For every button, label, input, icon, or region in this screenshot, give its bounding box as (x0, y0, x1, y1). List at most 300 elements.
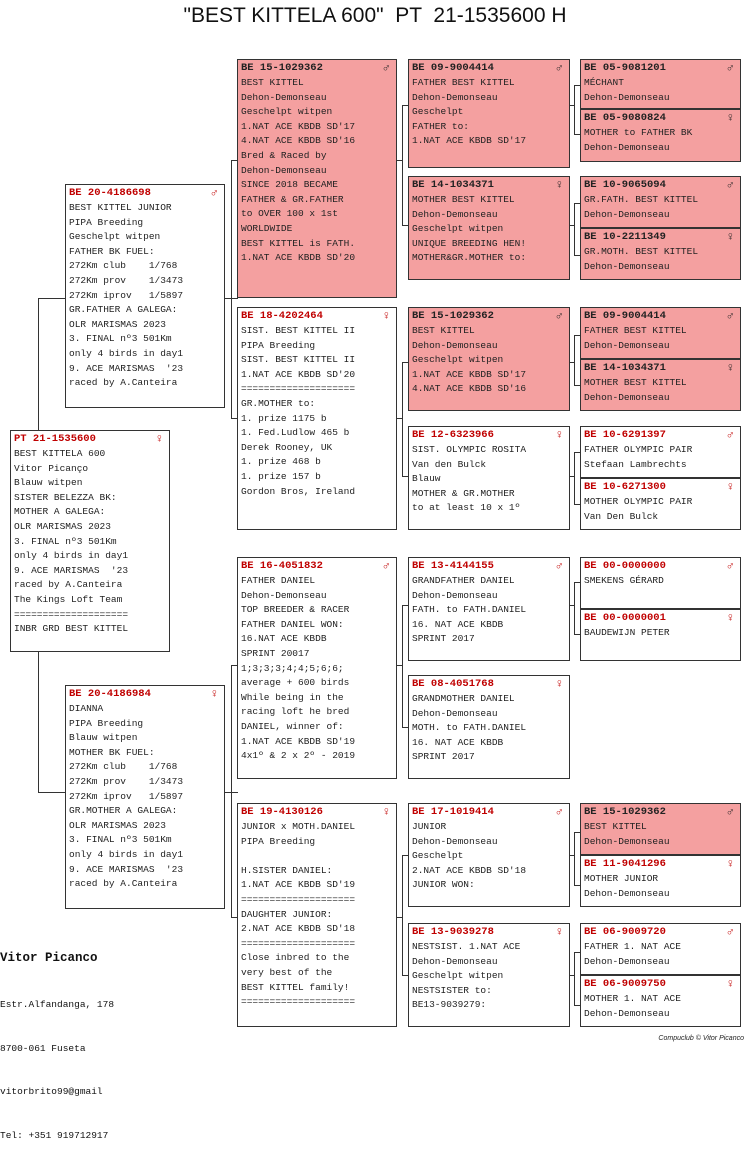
ring-header (238, 558, 396, 573)
male-icon: ♂ (382, 559, 390, 573)
detail-line: Dehon-Demonseau (412, 339, 498, 351)
ring-number: BE 13-4144155 (412, 560, 494, 572)
detail-line: FATH. to FATH.DANIEL (412, 604, 527, 616)
connector-line (402, 605, 403, 727)
ring-header (581, 110, 740, 125)
dam-dam-card (237, 803, 397, 1027)
male-icon: ♂ (555, 805, 563, 819)
detail-line: Geschelpt (412, 106, 464, 118)
connector-line (231, 665, 232, 917)
detail-line: ==================== (241, 383, 356, 395)
detail-line: racing loft he bred (241, 706, 350, 718)
detail-line: Geschelpt witpen (412, 354, 504, 366)
ggp-card (580, 803, 741, 855)
detail-line: Dehon-Demonseau (584, 835, 670, 847)
detail-line: JUNIOR WON: (412, 879, 475, 891)
ring-header (581, 427, 740, 442)
bird-details (409, 691, 569, 765)
bird-details (581, 991, 740, 1021)
detail-line: ==================== (241, 893, 356, 905)
bird-details (581, 192, 740, 222)
detail-line: to OVER 100 x 1st (241, 208, 338, 220)
ring-number: BE 18-4202464 (241, 310, 323, 322)
connector-line (574, 952, 575, 1005)
detail-line: MOTHER&GR.MOTHER to: (412, 252, 527, 264)
detail-line: BEST KITTEL JUNIOR (69, 202, 172, 213)
detail-line: OLR MARISMAS 2023 (14, 520, 111, 532)
detail-line: MOTHER JUNIOR (584, 873, 659, 884)
detail-line: 2.NAT ACE KBDB SD'18 (412, 864, 527, 876)
detail-line: BE13-9039279: (412, 999, 487, 1011)
address-line: Estr.Alfandanga, 178 (0, 999, 115, 1010)
detail-line: 272Km club 1/768 (69, 761, 178, 773)
detail-line: FATHER BEST KITTEL (412, 77, 515, 88)
detail-line: GR.MOTHER A GALEGA: (69, 805, 178, 817)
sire-sire-dam-card (408, 176, 570, 280)
detail-line: Geschelpt witpen (412, 970, 504, 982)
detail-line: 1.NAT ACE KBDB SD'17 (412, 135, 527, 147)
bird-details (581, 625, 740, 641)
detail-line: SISTER BELEZZA BK: (14, 491, 117, 503)
footer-credit: Compuclub © Vitor Picanco (658, 1035, 744, 1042)
detail-line: Bred & Raced by (241, 149, 327, 161)
ggp-card (580, 478, 741, 530)
ggp-card (580, 923, 741, 975)
detail-line: 272Km iprov 1/5897 (69, 289, 184, 301)
detail-line: 16.NAT ACE KBDB (241, 633, 327, 645)
ggp-card (580, 59, 741, 109)
detail-line: PIPA Breeding (69, 216, 144, 228)
detail-line: Dehon-Demonseau (584, 141, 670, 153)
bird-details (581, 871, 740, 901)
detail-line: SIST. BEST KITTEL II (241, 325, 356, 336)
ring-header (409, 177, 569, 192)
female-icon: ♀ (382, 309, 390, 323)
ggp-card (580, 307, 741, 359)
ring-header (409, 427, 569, 442)
ggp-card (580, 975, 741, 1027)
ring-number: BE 05-9080824 (584, 112, 666, 124)
page-title: "BEST KITTELA 600" PT 21-1535600 H (183, 4, 567, 27)
detail-line: Blauw (412, 473, 441, 485)
detail-line: raced by A.Canteira (14, 579, 123, 591)
dam-card (65, 685, 225, 909)
detail-line: BEST KITTELA 600 (14, 448, 106, 459)
sire-sire-sire-card (408, 59, 570, 168)
connector-line (574, 203, 575, 255)
ring-header (11, 431, 169, 446)
detail-line: 272Km prov 1/3473 (69, 775, 184, 787)
female-icon: ♀ (726, 611, 734, 625)
detail-line: FATHER 1. NAT ACE (584, 941, 681, 952)
detail-line: ==================== (241, 996, 356, 1008)
ggp-card (580, 557, 741, 609)
ring-header (581, 360, 740, 375)
detail-line: Dehon-Demonseau (584, 391, 670, 403)
bird-details (581, 375, 740, 405)
detail-line: Derek Rooney, UK (241, 441, 333, 453)
ggp-card (580, 426, 741, 478)
ring-header (581, 229, 740, 244)
detail-line: 1.NAT ACE KBDB SD'19 (241, 879, 356, 891)
bird-details (238, 573, 396, 764)
ring-header (581, 479, 740, 494)
ring-number: BE 15-1029362 (241, 62, 323, 74)
ring-header (409, 60, 569, 75)
sire-dam-sire-card (408, 307, 570, 411)
connector-line (574, 832, 575, 885)
detail-line: BEST KITTEL (584, 821, 647, 832)
detail-line: 4.NAT ACE KBDB SD'16 (412, 383, 527, 395)
detail-line: Dehon-Demonseau (241, 91, 327, 103)
detail-line: 3. FINAL nº3 501Km (69, 834, 172, 846)
bird-details (581, 573, 740, 589)
detail-line: BEST KITTEL (412, 325, 475, 336)
detail-line: TOP BREEDER & RACER (241, 604, 350, 616)
detail-line: SINCE 2018 BECAME (241, 179, 338, 191)
female-icon: ♀ (555, 925, 563, 939)
ring-number: BE 05-9081201 (584, 62, 666, 74)
ring-header (581, 558, 740, 573)
detail-line: OLR MARISMAS 2023 (69, 318, 166, 330)
detail-line: 1.NAT ACE KBDB SD'17 (241, 120, 356, 132)
detail-line: GR.FATHER A GALEGA: (69, 304, 178, 316)
detail-line: SPRINT 2017 (412, 633, 475, 645)
detail-line: MOTHER BEST KITTEL (584, 377, 687, 388)
ring-number: BE 10-6271300 (584, 481, 666, 493)
connector-line (402, 105, 403, 225)
detail-line: OLR MARISMAS 2023 (69, 819, 166, 831)
detail-line: FATHER DANIEL (241, 575, 316, 586)
detail-line: JUNIOR x MOTH.DANIEL (241, 821, 356, 832)
ggp-card (580, 109, 741, 162)
ring-header (581, 804, 740, 819)
male-icon: ♂ (726, 925, 734, 939)
bird-details (409, 442, 569, 516)
breeder-address (0, 969, 114, 1172)
detail-line: ==================== (241, 937, 356, 949)
male-icon: ♂ (726, 178, 734, 192)
address-line: vitorbrito99@gmail (0, 1086, 103, 1097)
bird-details (581, 75, 740, 105)
ring-header (581, 924, 740, 939)
detail-line: Dehon-Demonseau (412, 707, 498, 719)
ring-header (409, 558, 569, 573)
detail-line: 1;3;3;3;4;4;5;6;6; (241, 662, 344, 674)
detail-line: 2.NAT ACE KBDB SD'18 (241, 923, 356, 935)
male-icon: ♂ (555, 61, 563, 75)
ring-number: BE 10-6291397 (584, 429, 666, 441)
female-icon: ♀ (155, 432, 163, 446)
ring-number: BE 10-2211349 (584, 231, 666, 243)
detail-line: Blauw witpen (69, 732, 138, 744)
detail-line: Dehon-Demonseau (584, 1007, 670, 1019)
connector-line (38, 792, 66, 793)
bird-details (409, 75, 569, 149)
bird-details (409, 939, 569, 1013)
detail-line: PIPA Breeding (69, 717, 144, 729)
detail-line: 1. prize 468 b (241, 456, 321, 468)
detail-line: Geschelpt witpen (69, 231, 161, 243)
ggp-card (580, 609, 741, 661)
ring-header (581, 610, 740, 625)
detail-line: JUNIOR (412, 821, 447, 832)
detail-line: SMEKENS GÉRARD (584, 575, 664, 586)
connector-line (38, 298, 39, 431)
detail-line: only 4 birds in day1 (14, 550, 129, 562)
male-icon: ♂ (726, 428, 734, 442)
detail-line: 9. ACE MARISMAS '23 (69, 863, 184, 875)
detail-line: PIPA Breeding (241, 339, 316, 351)
dam-dam-dam-card (408, 923, 570, 1027)
detail-line: FATHER to: (412, 120, 470, 132)
bird-details (581, 442, 740, 472)
detail-line: GRANDFATHER DANIEL (412, 575, 515, 586)
ggp-card (580, 855, 741, 907)
female-icon: ♀ (726, 111, 734, 125)
bird-details (409, 323, 569, 397)
female-icon: ♀ (210, 687, 218, 701)
detail-line: While being in the (241, 691, 344, 703)
detail-line: Dehon-Demonseau (412, 835, 498, 847)
ring-header (581, 856, 740, 871)
connector-line (231, 160, 232, 418)
detail-line: GRANDMOTHER DANIEL (412, 693, 515, 704)
ggp-card (580, 228, 741, 280)
detail-line: 1.NAT ACE KBDB SD'20 (241, 252, 356, 264)
detail-line: Stefaan Lambrechts (584, 458, 687, 470)
detail-line: 1. prize 157 b (241, 470, 321, 482)
detail-line: Gordon Bros, Ireland (241, 485, 356, 497)
male-icon: ♂ (382, 61, 390, 75)
bird-details (238, 819, 396, 1010)
ring-number: BE 06-9009750 (584, 978, 666, 990)
ring-header (66, 185, 224, 200)
bird-details (409, 192, 569, 266)
detail-line: FATHER OLYMPIC PAIR (584, 444, 693, 455)
detail-line: raced by A.Canteira (69, 377, 178, 389)
ring-number: BE 20-4186984 (69, 688, 151, 700)
detail-line: Dehon-Demonseau (584, 887, 670, 899)
detail-line: MÉCHANT (584, 77, 624, 88)
female-icon: ♀ (726, 361, 734, 375)
detail-line: average + 600 birds (241, 677, 350, 689)
detail-line: 3. FINAL nº3 501Km (69, 333, 172, 345)
detail-line: Dehon-Demonseau (584, 260, 670, 272)
detail-line: GR.FATH. BEST KITTEL (584, 194, 699, 205)
detail-line: MOTHER OLYMPIC PAIR (584, 496, 693, 507)
detail-line: Dehon-Demonseau (241, 589, 327, 601)
female-icon: ♀ (726, 857, 734, 871)
dam-sire-dam-card (408, 675, 570, 779)
ring-number: BE 13-9039278 (412, 926, 494, 938)
connector-line (574, 452, 575, 504)
ring-number: BE 10-9065094 (584, 179, 666, 191)
connector-line (574, 335, 575, 385)
male-icon: ♂ (726, 61, 734, 75)
detail-line: MOTHER BEST KITTEL (412, 194, 515, 205)
ring-number: BE 20-4186698 (69, 187, 151, 199)
detail-line: 1.NAT ACE KBDB SD'20 (241, 368, 356, 380)
address-line: 8700-061 Fuseta (0, 1042, 86, 1054)
detail-line: The Kings Loft Team (14, 593, 123, 605)
ring-header (581, 60, 740, 75)
ring-number: BE 06-9009720 (584, 926, 666, 938)
female-icon: ♀ (555, 677, 563, 691)
detail-line: Geschelpt witpen (412, 223, 504, 235)
female-icon: ♀ (726, 977, 734, 991)
bird-details (409, 573, 569, 647)
dam-sire-card (237, 557, 397, 779)
detail-line: BEST KITTEL is FATH. (241, 237, 356, 249)
detail-line: Geschelpt (412, 850, 464, 862)
detail-line: very best of the (241, 966, 333, 978)
ring-header (409, 308, 569, 323)
detail-line: FATHER & GR.FATHER (241, 193, 344, 205)
detail-line: 1. Fed.Ludlow 465 b (241, 427, 350, 439)
detail-line: MOTHER BK FUEL: (69, 746, 155, 758)
ring-header (581, 177, 740, 192)
detail-line: raced by A.Canteira (69, 878, 178, 890)
connector-line (402, 855, 403, 975)
detail-line (241, 849, 393, 864)
connector-line (38, 298, 66, 299)
detail-line: 1.NAT ACE KBDB SD'19 (241, 735, 356, 747)
detail-line: DIANNA (69, 703, 104, 714)
detail-line: H.SISTER DANIEL: (241, 864, 333, 876)
ring-number: BE 15-1029362 (412, 310, 494, 322)
detail-line: MOTHER & GR.MOTHER (412, 487, 515, 499)
ring-number: BE 09-9004414 (412, 62, 494, 74)
detail-line: MOTHER to FATHER BK (584, 127, 693, 138)
ring-number: BE 00-0000000 (584, 560, 666, 572)
ggp-card (580, 359, 741, 411)
ring-number: BE 19-4130126 (241, 806, 323, 818)
breeder-info (0, 951, 114, 1172)
detail-line: 9. ACE MARISMAS '23 (14, 564, 129, 576)
female-icon: ♀ (382, 805, 390, 819)
male-icon: ♂ (726, 559, 734, 573)
female-icon: ♀ (555, 428, 563, 442)
detail-line: SPRINT 20017 (241, 647, 310, 659)
ring-header (238, 60, 396, 75)
detail-line: NESTSISTER to: (412, 984, 492, 996)
bird-details (581, 244, 740, 274)
male-icon: ♂ (555, 309, 563, 323)
detail-line: GR.MOTH. BEST KITTEL (584, 246, 699, 257)
detail-line: 272Km prov 1/3473 (69, 274, 184, 286)
address-line: Tel: +351 919712917 (0, 1129, 109, 1141)
detail-line: only 4 birds in day1 (69, 347, 184, 359)
ring-header (238, 804, 396, 819)
subject-bird-card (10, 430, 170, 652)
detail-line: FATHER BK FUEL: (69, 245, 155, 257)
ring-number: BE 14-1034371 (412, 179, 494, 191)
sire-dam-card (237, 307, 397, 530)
ring-number: BE 16-4051832 (241, 560, 323, 572)
ring-number: BE 17-1019414 (412, 806, 494, 818)
ggp-card (580, 176, 741, 228)
ring-number: BE 12-6323966 (412, 429, 494, 441)
detail-line: SIST. OLYMPIC ROSITA (412, 444, 527, 455)
bird-details (581, 125, 740, 155)
detail-line: to at least 10 x 1º (412, 502, 521, 514)
detail-line: ==================== (14, 608, 129, 620)
detail-line: Vitor Picanço (14, 462, 89, 474)
male-icon: ♂ (726, 309, 734, 323)
ring-number: BE 09-9004414 (584, 310, 666, 322)
detail-line: 272Km iprov 1/5897 (69, 790, 184, 802)
connector-line (574, 85, 575, 134)
detail-line: 272Km club 1/768 (69, 260, 178, 272)
ring-number: BE 11-9041296 (584, 858, 666, 870)
bird-details (66, 701, 224, 892)
detail-line: SIST. BEST KITTEL II (241, 354, 356, 366)
ring-header (581, 976, 740, 991)
detail-line: Dehon-Demonseau (412, 589, 498, 601)
female-icon: ♀ (726, 230, 734, 244)
ring-header (66, 686, 224, 701)
bird-details (238, 323, 396, 499)
bird-details (581, 939, 740, 969)
detail-line: Close inbred to the (241, 952, 350, 964)
detail-line: INBR GRD BEST KITTEL (14, 623, 129, 635)
detail-line: Dehon-Demonseau (584, 208, 670, 220)
detail-line: Geschelpt witpen (241, 106, 333, 118)
detail-line: MOTHER 1. NAT ACE (584, 993, 681, 1004)
sire-card (65, 184, 225, 408)
sire-dam-dam-card (408, 426, 570, 530)
detail-line: Dehon-Demonseau (584, 91, 670, 103)
detail-line: Dehon-Demonseau (412, 208, 498, 220)
ring-number: BE 08-4051768 (412, 678, 494, 690)
bird-details (409, 819, 569, 893)
male-icon: ♂ (210, 186, 218, 200)
detail-line: Dehon-Demonseau (584, 339, 670, 351)
detail-line: Blauw witpen (14, 477, 83, 489)
ring-header (238, 308, 396, 323)
ring-number: BE 14-1034371 (584, 362, 666, 374)
detail-line: 3. FINAL nº3 501Km (14, 535, 117, 547)
dam-sire-sire-card (408, 557, 570, 661)
detail-line: 9. ACE MARISMAS '23 (69, 362, 184, 374)
male-icon: ♂ (555, 559, 563, 573)
detail-line: only 4 birds in day1 (69, 848, 184, 860)
detail-line: SPRINT 2017 (412, 751, 475, 763)
bird-details (581, 323, 740, 353)
bird-details (238, 75, 396, 266)
detail-line: Dehon-Demonseau (584, 955, 670, 967)
detail-line: MOTHER A GALEGA: (14, 506, 106, 518)
detail-line: FATHER BEST KITTEL (584, 325, 687, 336)
detail-line: 4.NAT ACE KBDB SD'16 (241, 135, 356, 147)
detail-line: DANIEL, winner of: (241, 720, 344, 732)
dam-dam-sire-card (408, 803, 570, 907)
detail-line: Van den Bulck (412, 458, 487, 470)
detail-line: UNIQUE BREEDING HEN! (412, 237, 527, 249)
ring-number: PT 21-1535600 (14, 433, 96, 445)
female-icon: ♀ (726, 480, 734, 494)
detail-line: WORLDWIDE (241, 222, 293, 234)
detail-line: Dehon-Demonseau (412, 955, 498, 967)
ring-number: BE 00-0000001 (584, 612, 666, 624)
detail-line: 1.NAT ACE KBDB SD'17 (412, 368, 527, 380)
ring-header (581, 308, 740, 323)
bird-details (581, 494, 740, 524)
detail-line: Van Den Bulck (584, 510, 659, 522)
ring-header (409, 676, 569, 691)
ring-header (409, 924, 569, 939)
